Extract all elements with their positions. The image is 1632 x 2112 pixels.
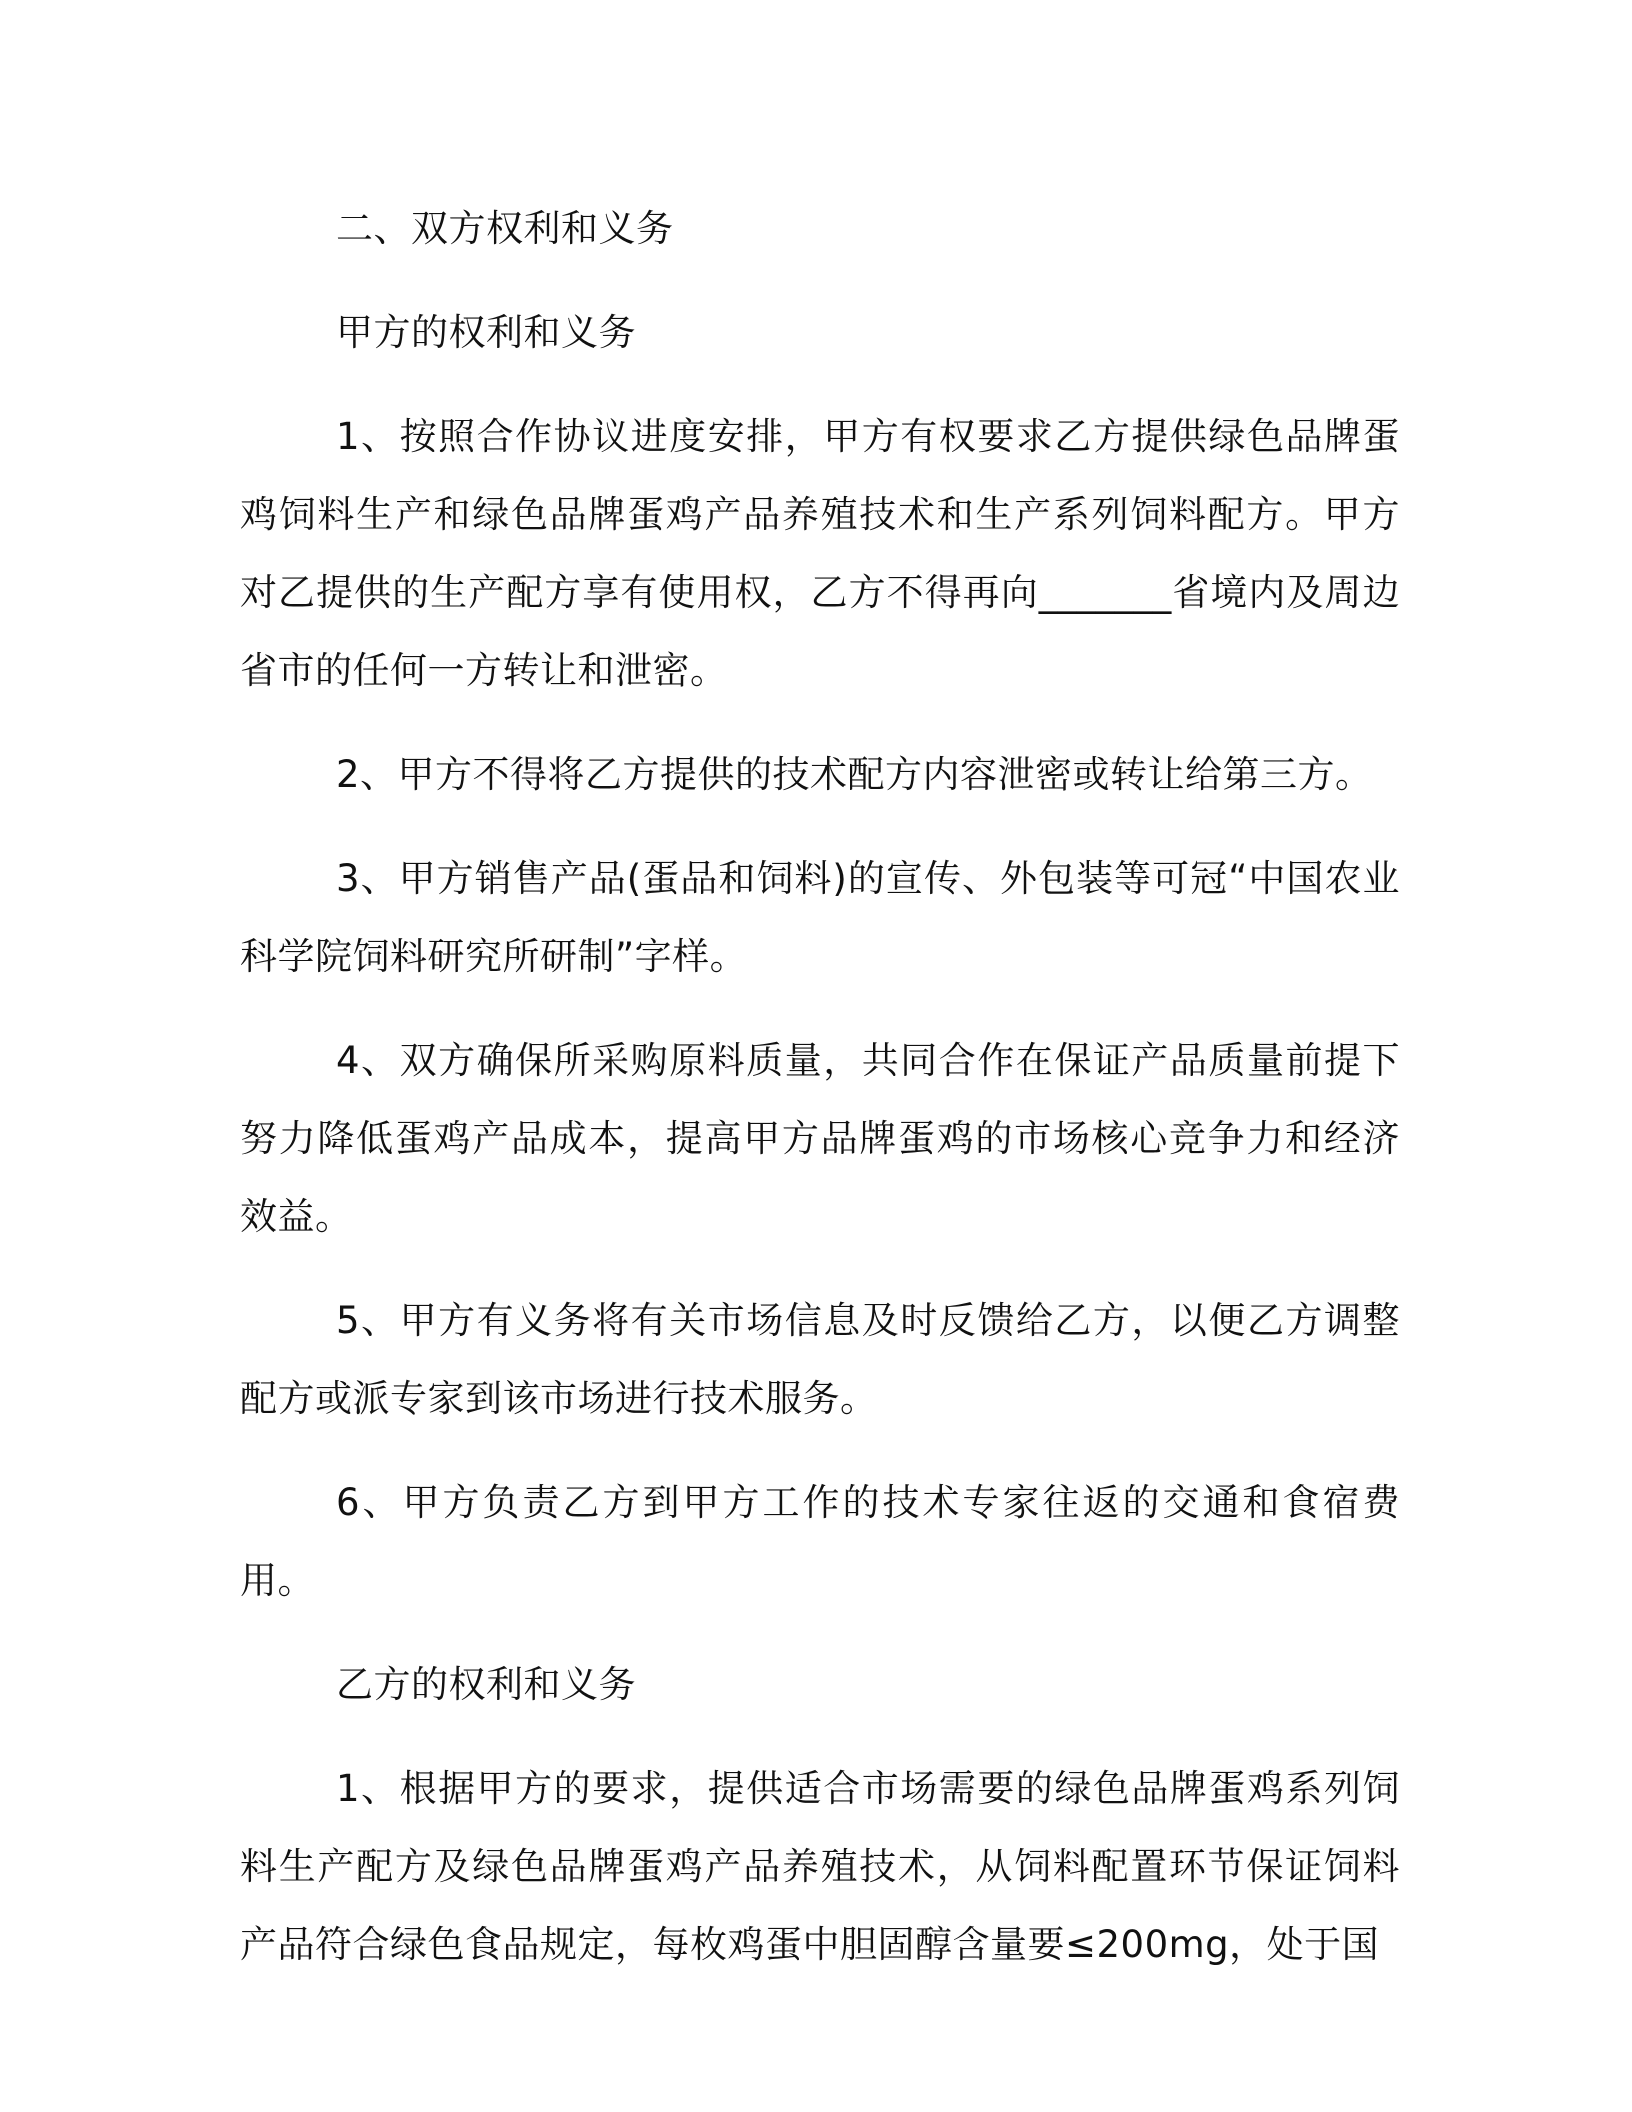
party-a-item-3: 3、甲方销售产品(蛋品和饲料)的宣传、外包装等可冠“中国农业科学院饲料研究所研制”字样。 [240,857,1400,978]
party-b-item-1: 1、根据甲方的要求，提供适合市场需要的绿色品牌蛋鸡系列饲料生产配方及绿色品牌蛋鸡产品养殖技术，从饲料配置环节保证饲料产品符合绿色食品规定，每枚鸡蛋中胆固醇含量要≤200mg，处于国 [240,1767,1400,1966]
section-title: 二、双方权利和义务 [336,207,674,250]
party-a-item-6: 6、甲方负责乙方到甲方工作的技术专家往返的交通和食宿费用。 [240,1481,1400,1602]
party-a-item-2: 2、甲方不得将乙方提供的技术配方内容泄密或转让给第三方。 [336,753,1373,796]
party-b-heading: 乙方的权利和义务 [336,1663,636,1706]
party-a-heading: 甲方的权利和义务 [336,311,636,354]
party-a-item-1: 1、按照合作协议进度安排，甲方有权要求乙方提供绿色品牌蛋鸡饲料生产和绿色品牌蛋鸡产品养殖技术和生产系列饲料配方。甲方对乙提供的生产配方享有使用权，乙方不得再向_______省境内及周边省市的任何一方转让和泄密。 [240,415,1400,692]
document-body [240,190,1400,1984]
party-a-item-4: 4、双方确保所采购原料质量，共同合作在保证产品质量前提下努力降低蛋鸡产品成本，提高甲方品牌蛋鸡的市场核心竞争力和经济效益。 [240,1039,1400,1238]
party-a-item-5: 5、甲方有义务将有关市场信息及时反馈给乙方，以便乙方调整配方或派专家到该市场进行技术服务。 [240,1299,1400,1420]
